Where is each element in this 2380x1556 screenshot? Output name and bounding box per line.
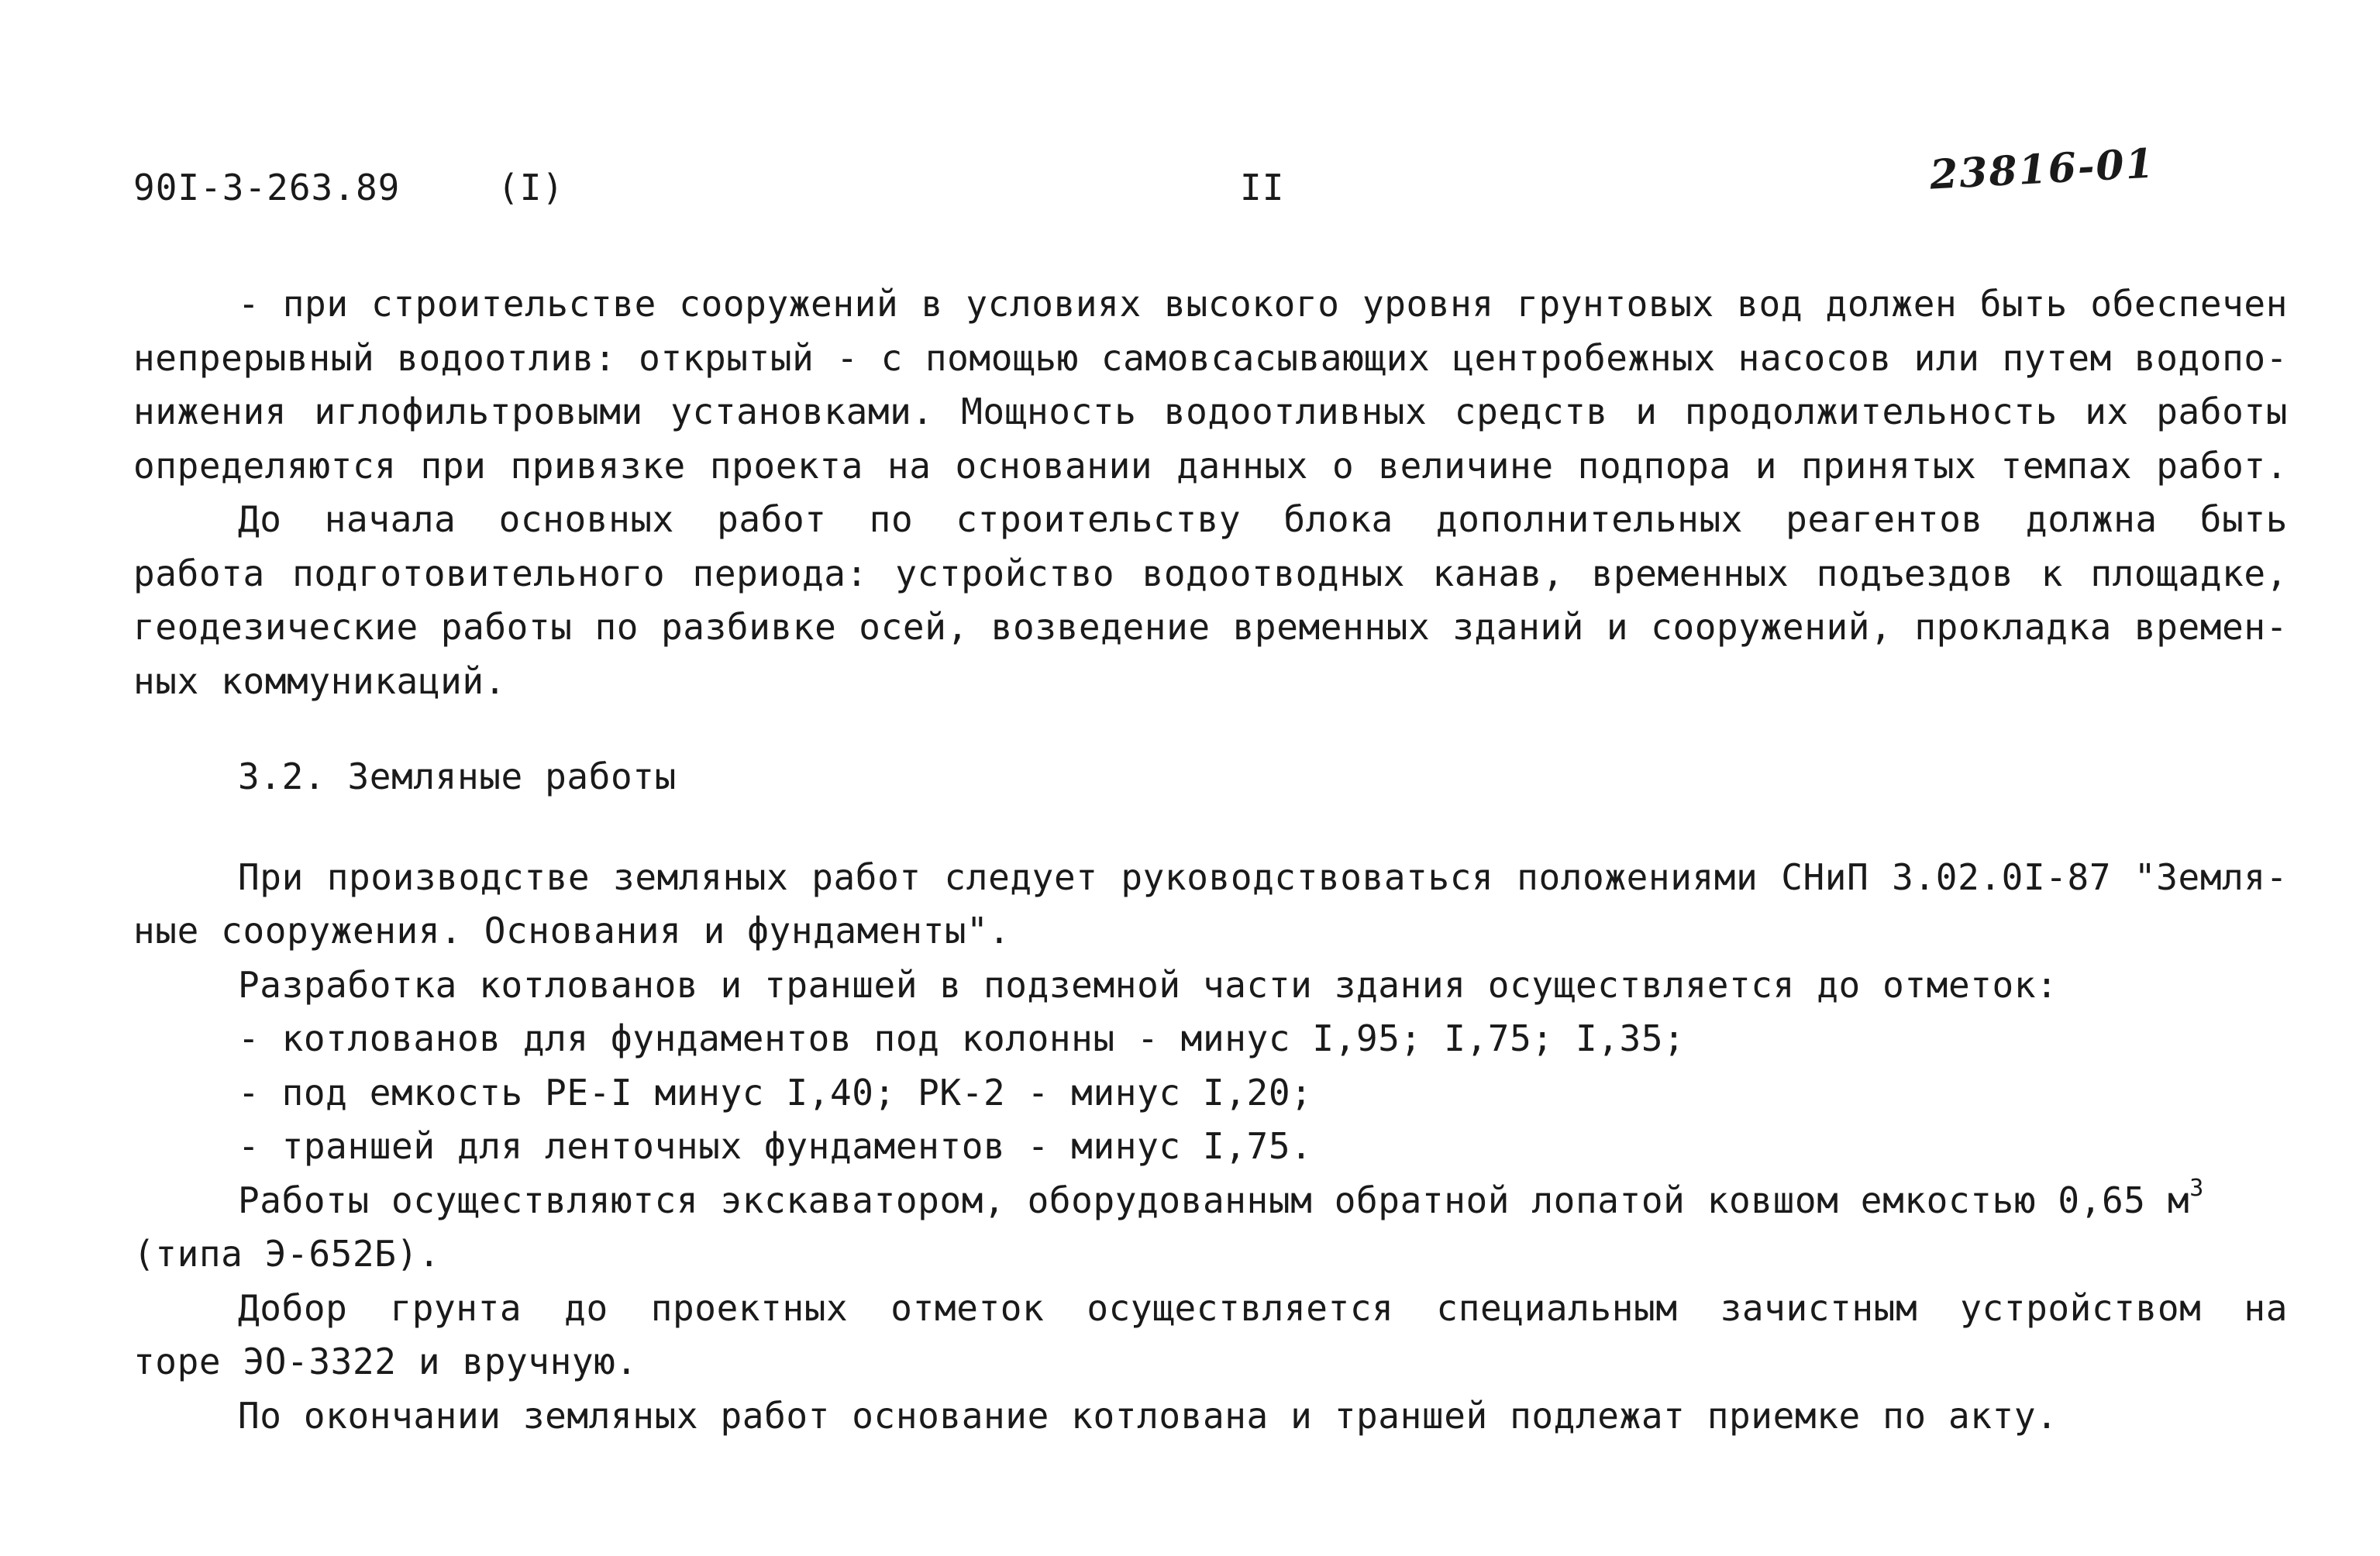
paragraph-earthworks bbox=[133, 851, 2288, 1444]
paragraph-preparatory-works bbox=[133, 493, 2288, 708]
text-line: (типа Э-652Б). bbox=[133, 1233, 441, 1275]
text-line: - при строительстве сооружений в условиях высокого уровня грунтовых вод должен быть обеспечен bbox=[238, 283, 2288, 325]
text-line: определяются при привязке проекта на основании данных о величине подпора и принятых темпах работ. bbox=[133, 444, 2288, 487]
excavator-text: Работы осуществляются экскаватором, оборудованным обратной лопатой ковшом емкостью 0,65 м bbox=[238, 1179, 2190, 1221]
text-line: До начала основных работ по строительству блока дополнительных реагентов должна быть bbox=[238, 498, 2288, 540]
text-line: работа подготовительного периода: устройство водоотводных канав, временных подъездов к площадке, bbox=[133, 552, 2288, 594]
text-line: непрерывный водоотлив: открытый - с помощью самовсасывающих центробежных насосов или путем водопо- bbox=[133, 336, 2288, 379]
paragraph-dewatering bbox=[133, 277, 2288, 493]
section-heading: 3.2. Земляные работы bbox=[238, 756, 677, 797]
list-item: - траншей для ленточных фундаментов - минус I,75. bbox=[238, 1125, 1313, 1167]
text-line: нижения иглофильтровыми установками. Мощность водоотливных средств и продолжительность их работы bbox=[133, 391, 2288, 432]
text-line: торе ЭО-3322 и вручную. bbox=[133, 1341, 638, 1382]
text-line: Добор грунта до проектных отметок осуществляется специальным зачистным устройством на bbox=[238, 1286, 2288, 1329]
text-line: геодезические работы по разбивке осей, возведение временных зданий и сооружений, прокладка времен- bbox=[133, 606, 2288, 648]
page-number: II bbox=[1240, 167, 1285, 208]
text-line bbox=[133, 1174, 2288, 1228]
list-item: - под емкость РЕ-I минус I,40; РК-2 - минус I,20; bbox=[238, 1071, 1313, 1114]
text-line: Разработка котлованов и траншей в подземной части здания осуществляется до отметок: bbox=[238, 963, 2058, 1006]
document-part: (I) bbox=[498, 167, 565, 208]
document-body bbox=[133, 277, 2288, 1443]
text-line: ных коммуникаций. bbox=[133, 659, 507, 702]
handwritten-number: 23816-01 bbox=[1928, 139, 2157, 199]
text-line: По окончании земляных работ основание котлована и траншей подлежат приемке по акту. bbox=[238, 1394, 2058, 1437]
list-item: - котлованов для фундаментов под колонны - минус I,95; I,75; I,35; bbox=[238, 1017, 1686, 1059]
document-code: 90I-3-263.89 bbox=[133, 167, 401, 208]
cubic-superscript: 3 bbox=[2189, 1174, 2204, 1202]
text-line: При производстве земляных работ следует руководствоваться положениями СНиП 3.02.0I-87 "Земля- bbox=[238, 855, 2288, 898]
text-line: ные сооружения. Основания и фундаменты". bbox=[133, 910, 1011, 952]
